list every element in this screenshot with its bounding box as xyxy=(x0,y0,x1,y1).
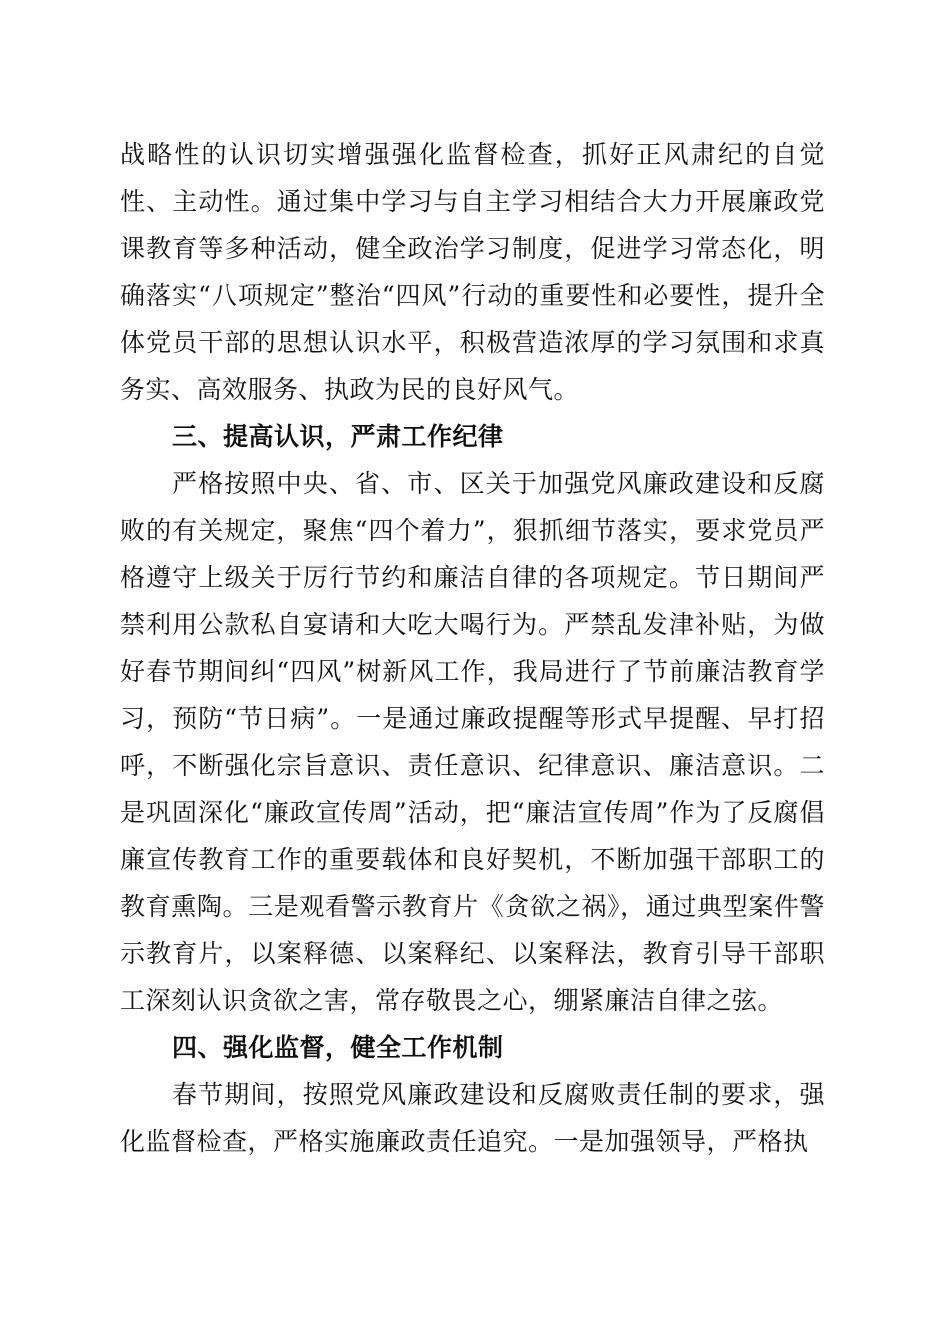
section-heading-4: 四、强化监督，健全工作机制 xyxy=(172,1033,504,1062)
section-heading-3: 三、提高认识，严肃工作纪律 xyxy=(172,422,504,451)
document-page xyxy=(120,131,825,1165)
paragraph-section-4: 春节期间，按照党风廉政建设和反腐败责任制的要求，强化监督检查，严格实施廉政责任追究。一是加强领导，严格执 xyxy=(120,1080,825,1156)
paragraph-section-3: 严格按照中央、省、市、区关于加强党风廉政建设和反腐败的有关规定，聚焦“四个着力”，狠抓细节落实，要求党员严格遵守上级关于厉行节约和廉洁自律的各项规定。节日期间严禁利用公款私自宴请和大吃大喝行为。严禁乱发津补贴，为做好春节期间纠“四风”树新风工作，我局进行了节前廉洁教育学习，预防“节日病”。一是通过廉政提醒等形式早提醒、早打招呼，不断强化宗旨意识、责任意识、纪律意识、廉洁意识。二是巩固深化“廉政宣传周”活动，把“廉洁宣传周”作为了反腐倡廉宣传教育工作的重要载体和良好契机，不断加强干部职工的教育熏陶。三是观看警示教育片《贪欲之祸》，通过典型案件警示教育片，以案释德、以案释纪、以案释法，教育引导干部职工深刻认识贪欲之害，常存敬畏之心，绷紧廉洁自律之弦。 xyxy=(120,469,825,1015)
paragraph-continued: 战略性的认识切实增强强化监督检查，抓好正风肃纪的自觉性、主动性。通过集中学习与自主学习相结合大力开展廉政党课教育等多种活动，健全政治学习制度，促进学习常态化，明确落实“八项规定”整治“四风”行动的重要性和必要性，提升全体党员干部的思想认识水平，积极营造浓厚的学习氛围和求真务实、高效服务、执政为民的良好风气。 xyxy=(120,140,825,404)
